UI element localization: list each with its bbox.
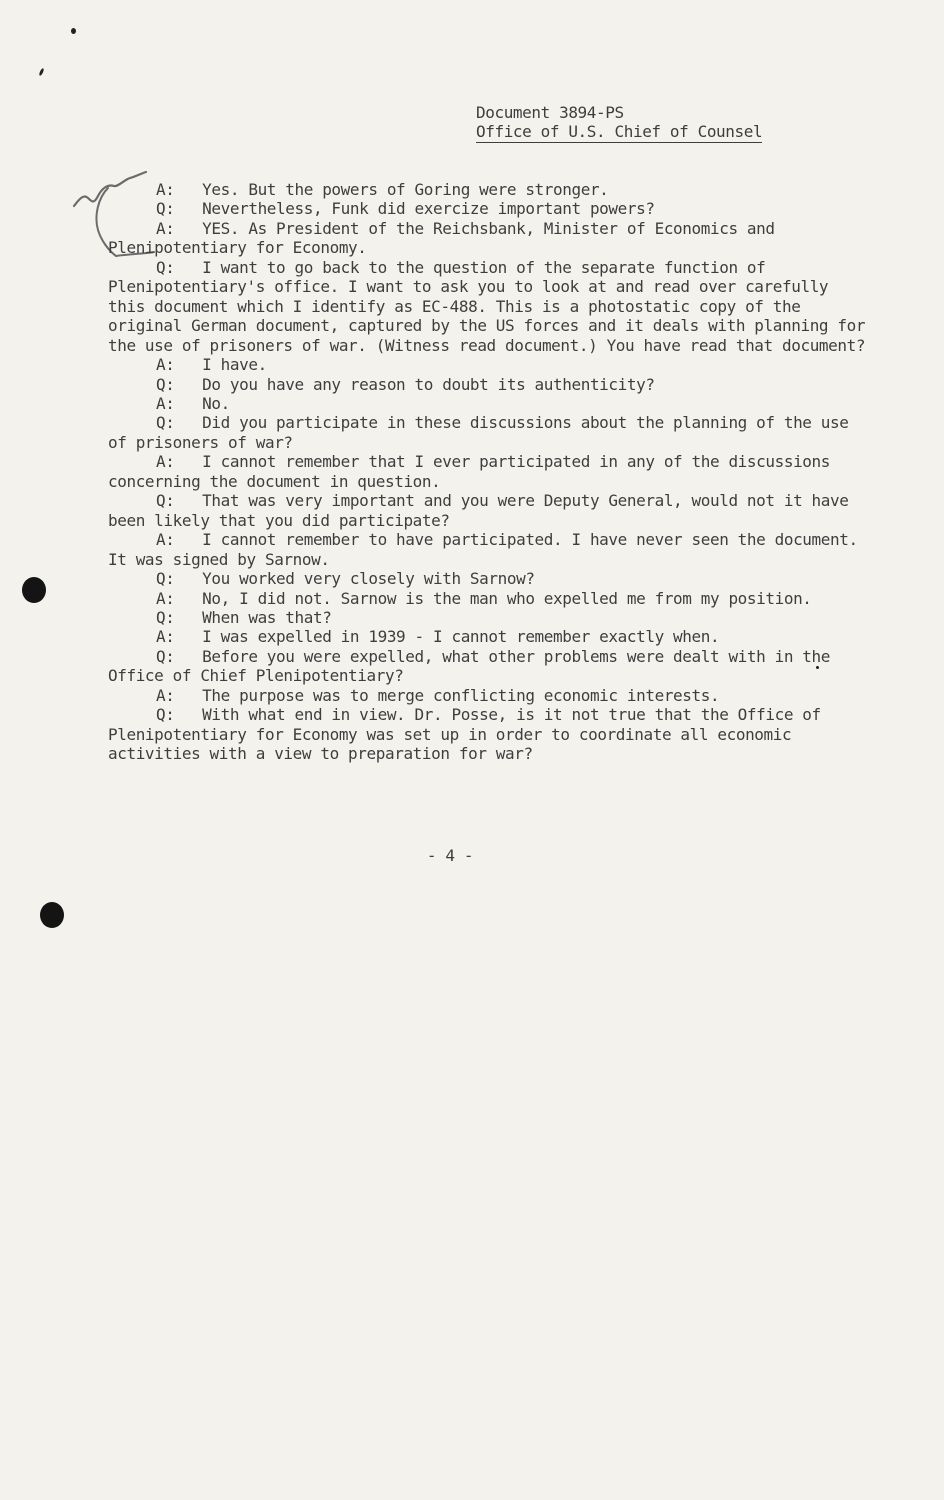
transcript-line xyxy=(108,686,868,705)
line-text: No, I did not. Sarnow is the man who expelled me from my position. xyxy=(202,588,812,608)
speaker-label: A: xyxy=(156,627,175,647)
line-text: Before you were expelled, what other problems were dealt with in the Office of Chief Plenipotentiary? xyxy=(108,646,831,686)
line-text: I cannot remember that I ever participated in any of the discussions concerning the document in question. xyxy=(108,452,831,491)
page-number: - 4 - xyxy=(426,846,474,865)
speaker-label: A: xyxy=(156,685,175,705)
transcript-line xyxy=(108,452,868,491)
line-text: Nevertheless, Funk did exercize important powers? xyxy=(202,199,655,219)
transcript-line xyxy=(108,355,868,374)
speaker-label: Q: xyxy=(156,374,175,394)
speaker-label: A: xyxy=(156,218,175,238)
speaker-label: Q: xyxy=(156,491,175,511)
document-id: Document 3894-PS xyxy=(476,103,624,122)
speaker-label: A: xyxy=(156,530,175,550)
line-text: The purpose was to merge conflicting economic interests. xyxy=(202,685,720,705)
transcript-line xyxy=(108,589,868,608)
transcript-line xyxy=(108,394,868,413)
speaker-label: Q: xyxy=(156,705,175,725)
document-header xyxy=(476,103,796,143)
speaker-label: Q: xyxy=(156,413,175,433)
line-text: Yes. But the powers of Goring were stronger. xyxy=(202,180,609,199)
transcript-line xyxy=(108,569,868,588)
speaker-label: Q: xyxy=(156,607,175,627)
transcript-line xyxy=(108,627,868,646)
speaker-label: A: xyxy=(156,393,175,413)
ink-speck xyxy=(38,68,44,77)
speaker-label: A: xyxy=(156,355,175,375)
line-text: I want to go back to the question of the separate function of Plenipotentiary's office. I want to ask you to look at and read over carefully this document which I identify as EC-488. This is a photostatic copy of the original German document, captured by the US forces and it deals with planning for the use of prisoners of war. (Witness read document.) You have read that document? xyxy=(108,257,866,355)
transcript-line xyxy=(108,608,868,627)
line-text: That was very important and you were Deputy General, would not it have been likely that you did participate? xyxy=(108,491,849,530)
line-text: I was expelled in 1939 - I cannot remember exactly when. xyxy=(202,627,720,647)
transcript-line xyxy=(108,199,868,218)
line-text: YES. As President of the Reichsbank, Minister of Economics and Plenipotentiary for Economy. xyxy=(108,218,775,258)
transcript-line xyxy=(108,491,868,530)
line-text: You worked very closely with Sarnow? xyxy=(202,569,535,589)
line-text: I have. xyxy=(202,355,267,375)
line-text: Do you have any reason to doubt its authenticity? xyxy=(202,374,655,394)
ink-speck xyxy=(71,28,76,34)
punch-hole xyxy=(40,902,64,928)
line-text: I cannot remember to have participated. I have never seen the document. It was signed by Sarnow. xyxy=(108,530,858,569)
line-text: When was that? xyxy=(202,607,332,627)
speaker-label: Q: xyxy=(156,646,175,666)
line-text: No. xyxy=(202,393,230,413)
speaker-label: Q: xyxy=(156,199,175,219)
interrogation-transcript xyxy=(108,180,868,764)
transcript-line xyxy=(108,375,868,394)
line-text: With what end in view. Dr. Posse, is it not true that the Office of Plenipotentiary for Economy was set up in order to coordinate all economic activities with a view to preparation for war? xyxy=(108,705,821,764)
speaker-label: A: xyxy=(156,588,175,608)
transcript-line xyxy=(108,258,868,355)
speaker-label: A: xyxy=(156,180,175,199)
speaker-label: Q: xyxy=(156,569,175,589)
ink-speck xyxy=(816,666,819,669)
speaker-label: Q: xyxy=(156,257,175,277)
punch-hole xyxy=(22,577,46,603)
speaker-label: A: xyxy=(156,452,175,472)
transcript-line xyxy=(108,219,868,258)
transcript-line xyxy=(108,647,868,686)
transcript-line xyxy=(108,705,868,763)
transcript-line xyxy=(108,180,868,199)
line-text: Did you participate in these discussions about the planning of the use of prisoners of war? xyxy=(108,413,849,452)
transcript-line xyxy=(108,413,868,452)
office-name: Office of U.S. Chief of Counsel xyxy=(476,122,763,141)
transcript-line xyxy=(108,530,868,569)
